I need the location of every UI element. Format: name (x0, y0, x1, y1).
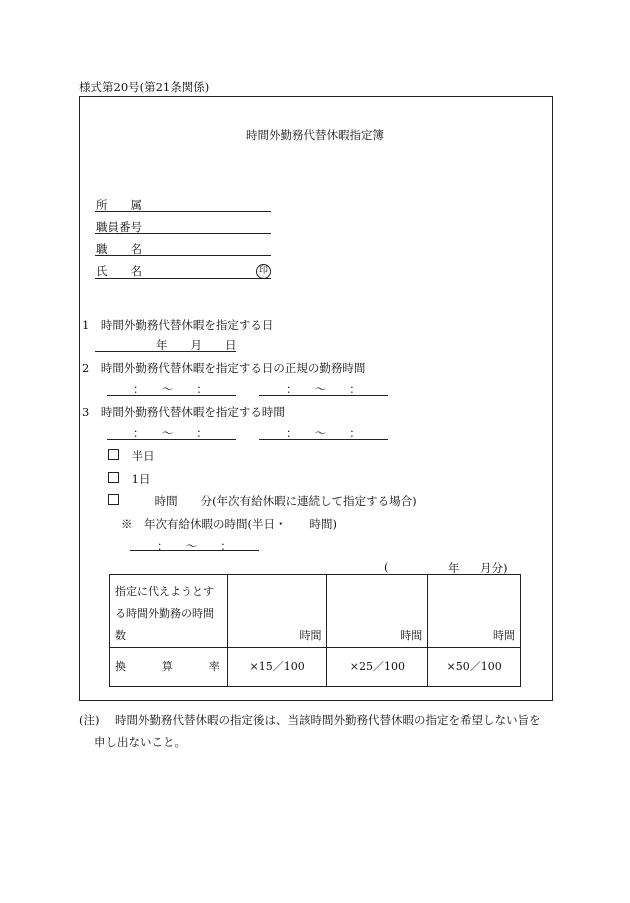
rate-value: ×50／100 (446, 660, 502, 673)
hours-unit: 時間 (493, 629, 515, 642)
option-hours[interactable] (108, 493, 417, 509)
option-hours-label: 時間 分(年次有給休暇に連続して指定する場合) (131, 494, 417, 508)
checkbox-icon[interactable] (108, 449, 119, 460)
section2-range-a-line[interactable] (107, 395, 236, 396)
rate-value: ×25／100 (349, 660, 405, 673)
section2-heading: 2 時間外勤務代替休暇を指定する日の正規の勤務時間 (82, 361, 366, 375)
option-full-day-label: 1日 (131, 472, 151, 486)
period-year: 年 (448, 561, 460, 575)
section1-date-line[interactable] (95, 351, 236, 352)
seal-mark (256, 262, 271, 279)
seal-icon: 印 (256, 264, 271, 279)
conversion-rate-table (109, 574, 521, 687)
section3-range-a-line[interactable] (107, 439, 236, 440)
option-half-day-label: 半日 (131, 449, 155, 463)
period-month: 月分) (480, 561, 508, 575)
table-row (110, 575, 521, 648)
hours-cell-3[interactable] (428, 575, 521, 648)
annual-leave-range: ： 〜 ： (157, 539, 232, 553)
footnote-line2: 申し出ないこと。 (94, 735, 186, 749)
field-job-title-line[interactable] (95, 255, 271, 256)
hours-unit: 時間 (400, 629, 423, 642)
section3-range-b: ： 〜 ： (286, 426, 361, 440)
section1-date: 年 月 日 (156, 338, 237, 352)
hours-cell-1[interactable] (227, 575, 327, 648)
option-half-day[interactable] (108, 448, 155, 464)
field-name-label: 氏 名 (96, 264, 142, 278)
period-open: ( (384, 560, 389, 574)
hours-cell-2[interactable] (327, 575, 428, 648)
annual-leave-range-line[interactable] (130, 550, 259, 551)
overtime-hours-label: 指定に代えようとする時間外勤務の時間数 (115, 585, 214, 642)
section3-range-b-line[interactable] (259, 439, 388, 440)
section3-heading: 3 時間外勤務代替休暇を指定する時間 (82, 405, 285, 419)
form-title: 時間外勤務代替休暇指定簿 (246, 128, 384, 142)
conversion-rate-label-char: 算 (161, 660, 173, 673)
section2-range-b-line[interactable] (259, 395, 388, 396)
conversion-rate-label-char: 率 (208, 660, 220, 673)
hours-unit: 時間 (299, 629, 322, 642)
table-row (110, 648, 521, 687)
field-name-line[interactable] (95, 278, 271, 279)
footnote-line1: 時間外勤務代替休暇の指定後は、当該時間外勤務代替休暇の指定を希望しない旨を (115, 713, 541, 727)
checkbox-icon[interactable] (108, 494, 119, 505)
conversion-rate-label-cell (110, 648, 228, 687)
field-staff-number-line[interactable] (95, 233, 271, 234)
conversion-rate-label (110, 648, 227, 686)
section2-range-b: ： 〜 ： (286, 382, 361, 396)
rate-cell-3 (428, 648, 521, 687)
rate-cell-1 (227, 648, 327, 687)
field-staff-number-label: 職員番号 (96, 220, 142, 234)
overtime-hours-label-cell (110, 575, 228, 648)
option-full-day[interactable] (108, 471, 150, 487)
field-affiliation-line[interactable] (95, 211, 271, 212)
field-affiliation-label: 所 属 (96, 198, 142, 212)
section2-range-a: ： 〜 ： (133, 382, 208, 396)
rate-value: ×15／100 (249, 660, 305, 673)
section1-heading: 1 時間外勤務代替休暇を指定する日 (82, 318, 274, 332)
conversion-rate-label-char: 換 (115, 660, 126, 673)
section3-range-a: ： 〜 ： (133, 426, 208, 440)
rate-cell-2 (327, 648, 428, 687)
form-number: 様式第20号(第21条関係) (79, 80, 210, 94)
field-job-title-label: 職 名 (96, 242, 142, 256)
footnote-prefix: (注) (79, 713, 100, 727)
annual-leave-note: ※ 年次有給休暇の時間(半日・ 時間) (121, 517, 337, 531)
checkbox-icon[interactable] (108, 472, 119, 483)
